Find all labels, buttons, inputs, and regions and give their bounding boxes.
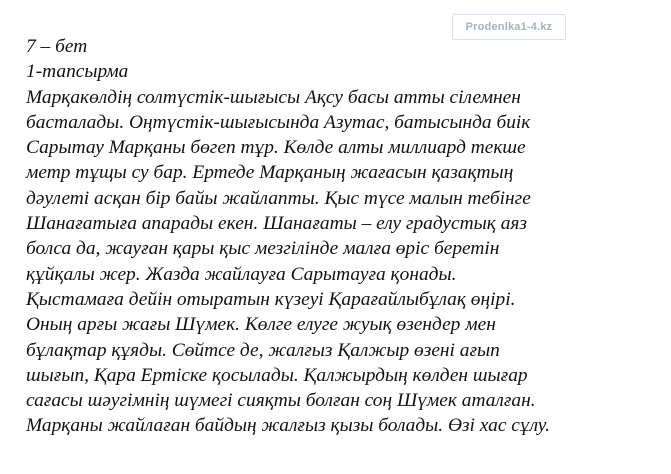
watermark-badge: Prodenlka1-4.kz	[452, 14, 566, 40]
text-line: дәулеті асқан бір байы жайлапты. Қыс түсе малын тебінге	[26, 187, 531, 209]
text-line: метр тұщы су бар. Ертеде Марқаның жағасын қазақтың	[26, 162, 514, 184]
text-line: бұлақтар құяды. Сөйтсе де, жалғыз Қалжыр өзені ағып	[26, 339, 500, 361]
text-line: Оның арғы жағы Шүмек. Көлге елуге жуық өзендер мен	[26, 314, 496, 336]
document-text	[26, 34, 666, 439]
text-line: болса да, жауған қары қыс мезгілінде малға өріс беретін	[26, 238, 500, 260]
text-line: Қыстамаға дейін отыратын күзеуі Қарағайлыбұлақ өңірі.	[26, 288, 516, 310]
text-line: Шанағатыға апарады екен. Шанағаты – елу градустық аяз	[26, 213, 527, 235]
text-line: құйқалы жер. Жазда жайлауға Сарытауға қонады.	[26, 263, 457, 285]
text-line: Сарытау Марқаны бөгеп тұр. Көлде алты миллиард текше	[26, 137, 526, 159]
task-label: 1-тапсырма	[26, 61, 129, 83]
page-label: 7 – бет	[26, 36, 88, 57]
text-line: басталады. Оңтүстік-шығысында Азутас, батысында биік	[26, 111, 531, 133]
text-line: Марқаны жайлаған байдың жалғыз қызы болады. Өзі хас сұлу.	[26, 415, 551, 437]
text-line: Марқакөлдің солтүстік-шығысы Ақсу басы атты сілемнен	[26, 86, 521, 108]
text-line: шығып, Қара Ертіске қосылады. Қалжырдың көлден шығар	[26, 364, 528, 386]
text-line: сағасы шәугімнің шүмегі сияқты болған соң Шүмек аталған.	[26, 390, 536, 412]
